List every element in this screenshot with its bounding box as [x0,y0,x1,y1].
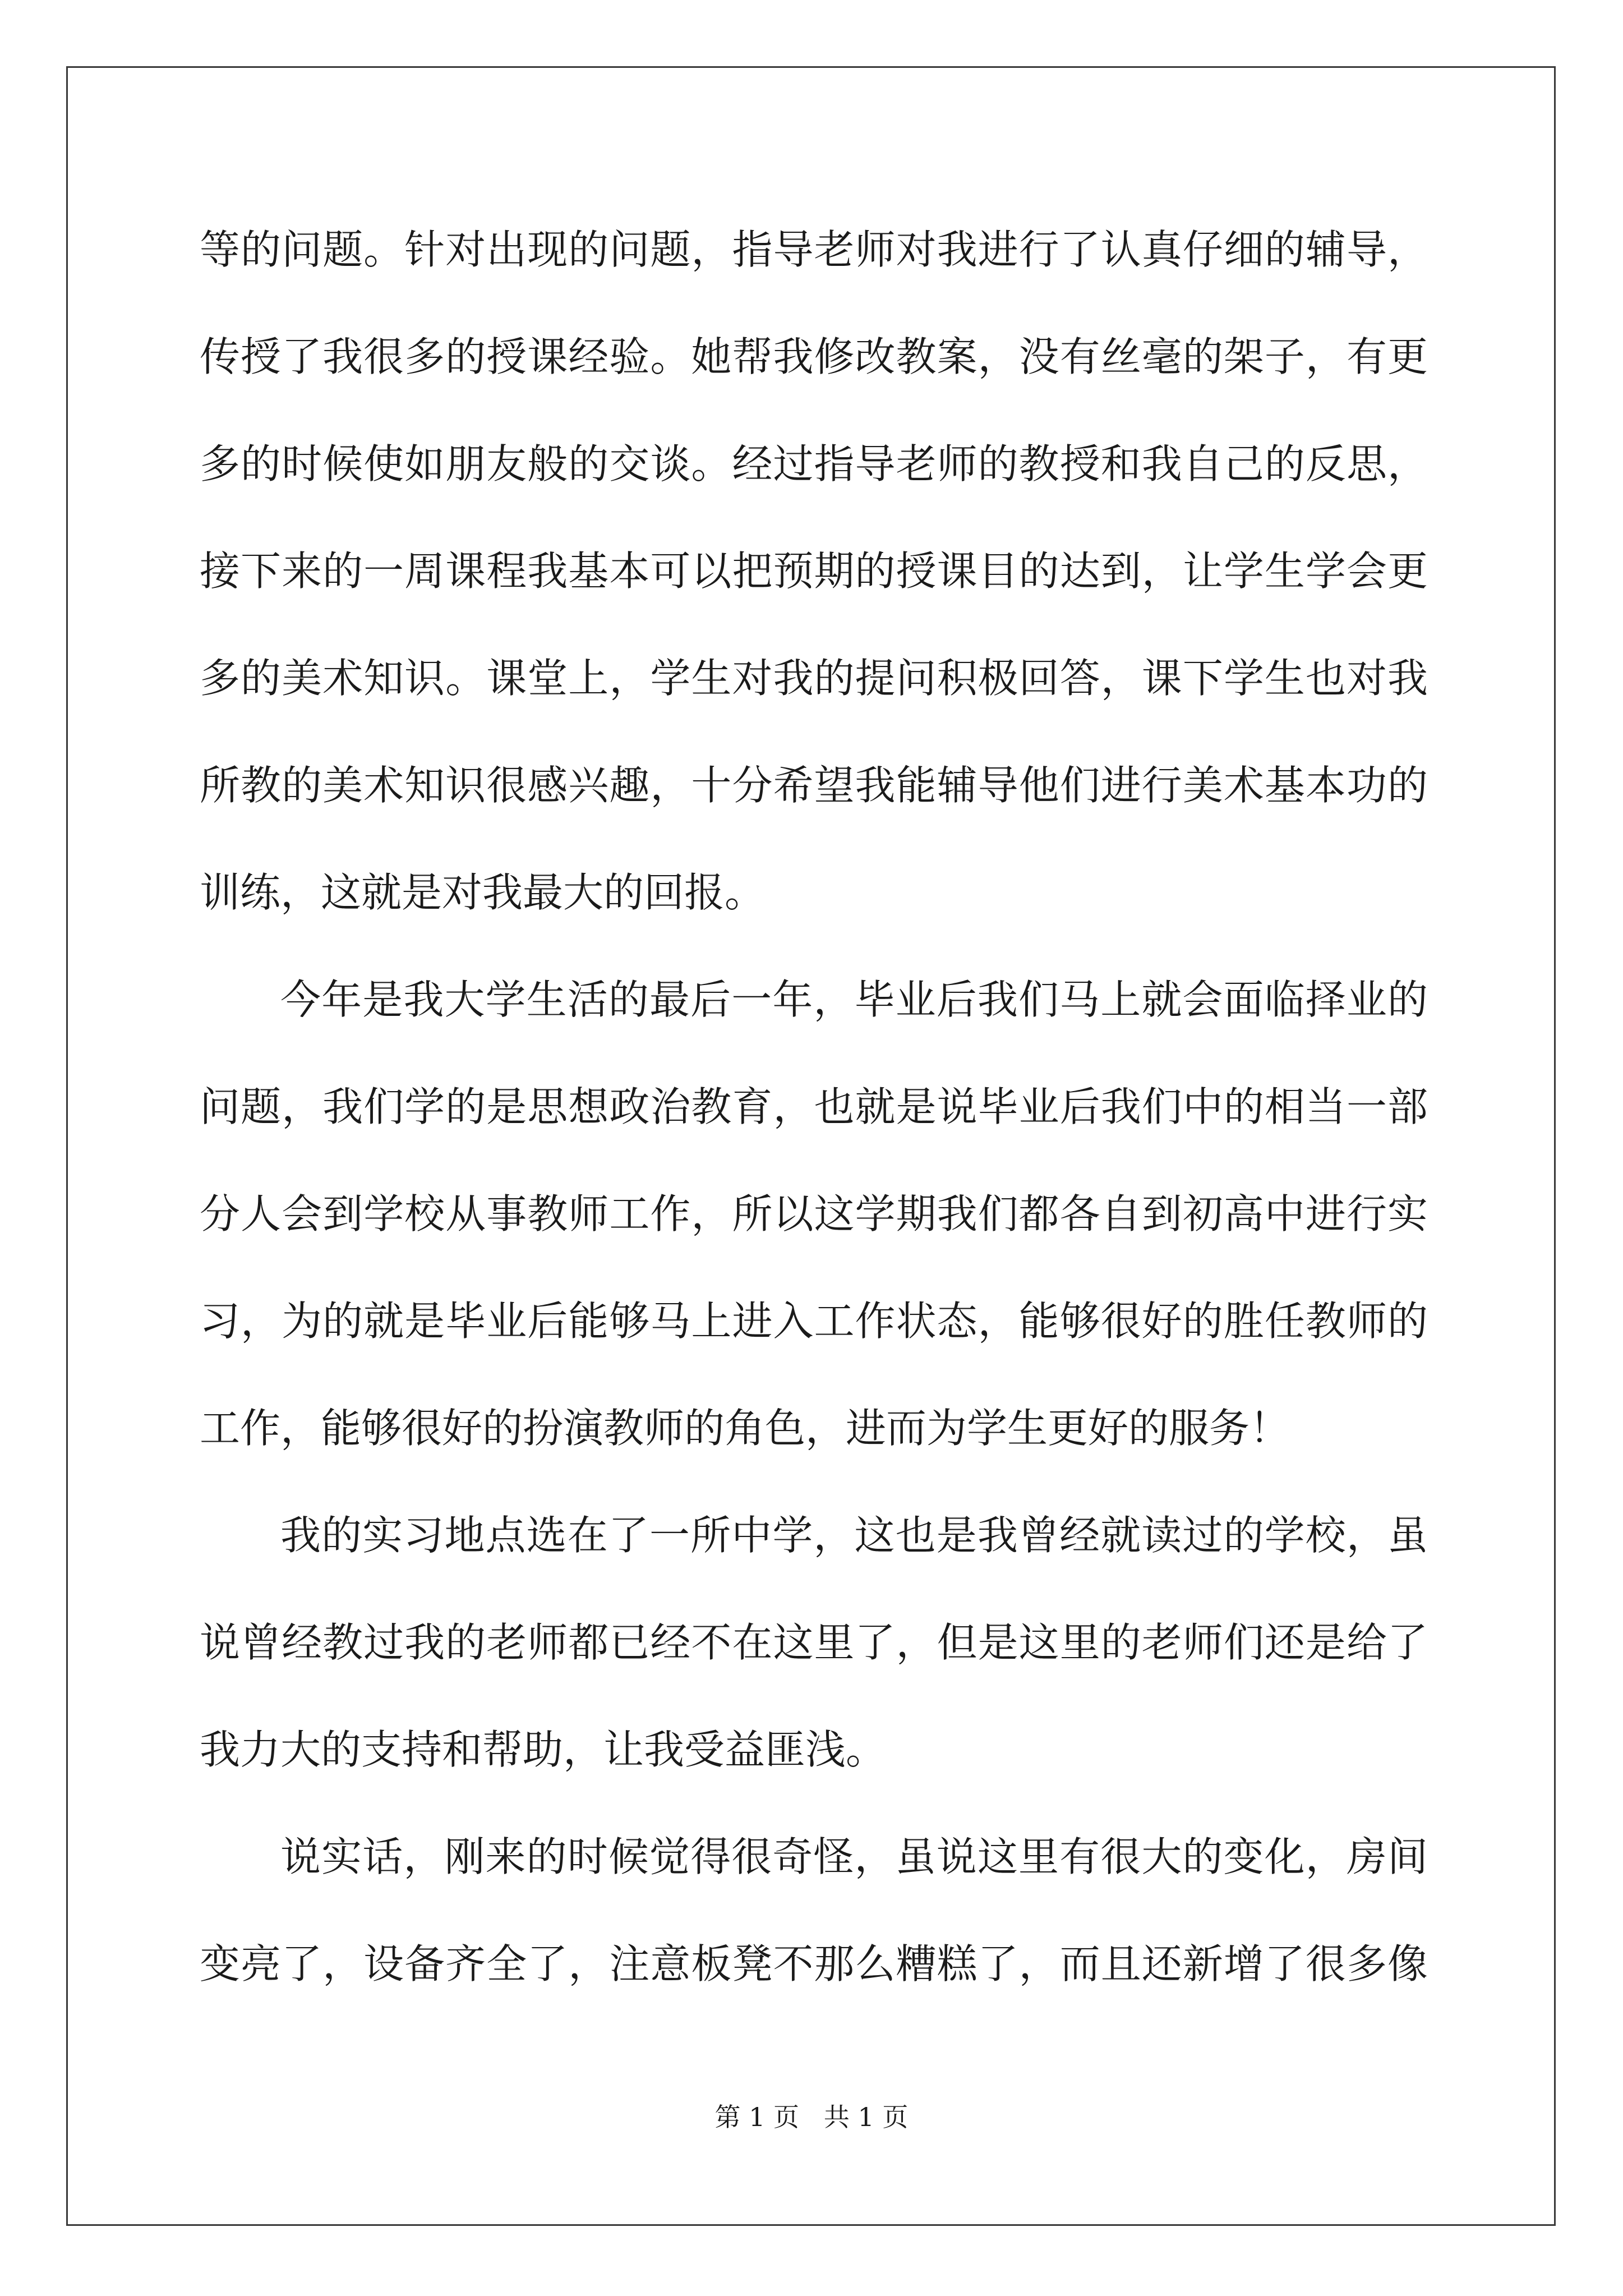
text-line: 工作，能够很好的扮演教师的角色，进而为学生更好的服务！ [200,1405,1290,1452]
document-body [200,196,1428,2018]
text-line: 习，为的就是毕业后能够马上进入工作状态，能够很好的胜任教师的 [200,1297,1428,1345]
text-line: 今年是我大学生活的最后一年，毕业后我们马上就会面临择业的 [280,976,1428,1023]
page-number-footer: 第 1 页 共 1 页 [714,2102,909,2132]
text-line: 传授了我很多的授课经验。她帮我修改教案，没有丝毫的架子，有更 [200,333,1428,380]
text-line: 变亮了，设备齐全了，注意板凳不那么糟糕了，而且还新增了很多像 [200,1940,1428,1987]
text-line: 接下来的一周课程我基本可以把预期的授课目的达到，让学生学会更 [200,547,1428,595]
text-line: 我力大的支持和帮助，让我受益匪浅。 [200,1726,887,1773]
text-line: 所教的美术知识很感兴趣，十分希望我能辅导他们进行美术基本功的 [200,762,1428,809]
text-line: 说曾经教过我的老师都已经不在这里了，但是这里的老师们还是给了 [200,1619,1428,1666]
text-line: 说实话，刚来的时候觉得很奇怪，虽说这里有很大的变化，房间 [280,1833,1428,1880]
text-line: 问题，我们学的是思想政治教育，也就是说毕业后我们中的相当一部 [200,1083,1428,1130]
text-line: 多的时候使如朋友般的交谈。经过指导老师的教授和我自己的反思， [200,440,1428,487]
text-line: 多的美术知识。课堂上，学生对我的提问积极回答，课下学生也对我 [200,655,1428,702]
text-line: 分人会到学校从事教师工作，所以这学期我们都各自到初高中进行实 [200,1190,1428,1237]
text-line: 训练，这就是对我最大的回报。 [200,869,766,916]
text-line: 我的实习地点选在了一所中学，这也是我曾经就读过的学校，虽 [280,1512,1428,1559]
text-line: 等的问题。针对出现的问题，指导老师对我进行了认真仔细的辅导， [200,226,1428,273]
